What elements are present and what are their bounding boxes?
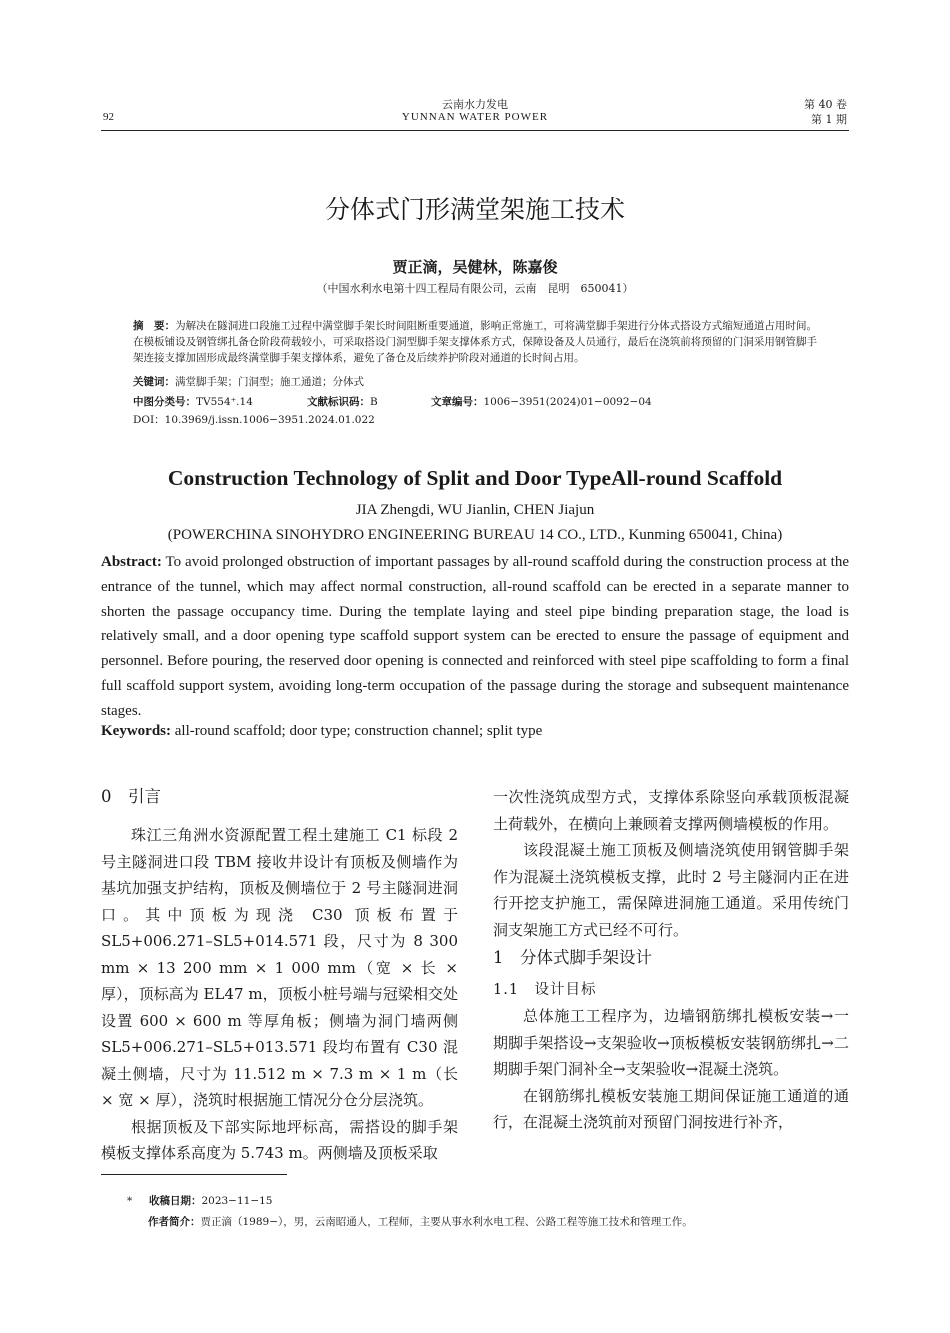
body-column-right	[493, 784, 849, 1136]
abstract-cn	[133, 318, 817, 367]
received-value: 2023−11−15	[201, 1195, 273, 1207]
paragraph: 珠江三角洲水资源配置工程土建施工 C1 标段 2 号主隧洞进口段 TBM 接收井设计有顶板及侧墙作为基坑加强支护结构，顶板及侧墙位于 2 号主隧洞进洞口。其中顶板为现浇 C30 顶板布置于 SL5+006.271–SL5+014.571 段，尺寸为 8 300 mm × 13 200 mm × 1 000 mm（宽 × 长 × 厚），顶标高为 EL47 m，顶板小桩号端与冠梁相交处设置 600 × 600 m 等厚角板；侧墙为洞门墙两侧 SL5+006.271–SL5+013.571 段均布置有 C30 混凝土侧墙，尺寸为 11.512 m × 7.3 m × 1 m（长 × 宽 × 厚），浇筑时根据施工情况分仓分层浇筑。	[101, 826, 458, 1109]
footnote-author	[148, 1214, 693, 1229]
paragraph: 总体施工工程序为，边墙钢筋绑扎模板安装→一期脚手架搭设→支架验收→顶板模板安装钢筋绑扎→二期脚手架门洞补全→支架验收→混凝土浇筑。	[493, 1007, 849, 1078]
journal-name-en: YUNNAN WATER POWER	[401, 111, 549, 123]
author-bio-label: 作者简介：	[148, 1216, 201, 1228]
paper-title-cn: 分体式门形满堂架施工技术	[324, 195, 625, 224]
journal-issue: 第 1 期	[811, 113, 847, 126]
footnote-marker: *	[127, 1195, 133, 1207]
abstract-cn-label: 摘 要：	[133, 320, 176, 332]
paragraph: 根据顶板及下部实际地坪标高，需搭设的脚手架模板支撑体系高度为 5.743 m。两侧墙及顶板采取	[101, 1117, 458, 1162]
clc-label: 中图分类号：	[133, 396, 196, 408]
paragraph: 该段混凝土施工顶板及侧墙浇筑使用钢管脚手架作为混凝土浇筑模板支撑，此时 2 号主隧洞内正在进行开挖支护施工，需保障进洞施工通道。采用传统门洞支架施工方式已经不可行。	[493, 841, 849, 939]
article-number	[431, 394, 652, 410]
section-heading-introduction: 0 引言	[101, 787, 161, 806]
keywords-en-text: all-round scaffold; door type; construction channel; split type	[171, 723, 543, 739]
keywords-en	[101, 723, 849, 740]
abstract-en-text: To avoid prolonged obstruction of important passages by all-round scaffold during the construction process at the entrance of the tunnel, which may affect normal construction, all-round scaffold can be erected in a separate manner to shorten the passage occupancy time. During the template laying and steel pipe binding preparation stage, the load is relatively small, and a door opening type scaffold support system can be erected to ensure the passage of equipment and personnel. Before pouring, the reserved door opening is connected and reinforced with steel pipe scaffolding to form a final full scaffold support system, avoiding long-term occupation of the passage during the storage and subsequent maintenance stages.	[101, 554, 849, 719]
received-label: 收稿日期：	[148, 1195, 202, 1207]
body-column-left	[101, 784, 458, 1167]
classification-row	[133, 394, 817, 410]
paper-title-en: Construction Technology of Split and Door TypeAll-round Scaffold	[167, 466, 783, 490]
journal-name-cn: 云南水力发电	[442, 98, 508, 111]
footnote-received	[127, 1193, 273, 1208]
affiliation-en: (POWERCHINA SINOHYDRO ENGINEERING BUREAU 14 CO., LTD., Kunming 650041, China)	[167, 527, 783, 543]
abstract-en	[101, 550, 849, 724]
paragraph: 在钢筋绑扎模板安装施工期间保证施工通道的通行，在混凝土浇筑前对预留门洞按进行补齐，	[493, 1086, 849, 1131]
subsection-heading-design-goal: 1.1 设计目标	[493, 982, 597, 998]
abstract-cn-text: 为解决在隧洞进口段施工过程中满堂脚手架长时间阻断重要通道，影响正常施工，可将满堂脚手架进行分体式搭设方式缩短通道占用时间。在模板铺设及钢管绑扎备仓阶段荷载较小，可采取搭设门洞型脚手架支撑体系方式，保障设备及人员通行，最后在浇筑前将预留的门洞采用钢管脚手架连接支撑加固形成最终满堂脚手架支撑体系，避免了备仓及后续养护阶段对通道的长时间占用。	[133, 320, 817, 365]
keywords-cn-label: 关键词：	[133, 376, 175, 388]
article-number-label: 文章编号：	[431, 396, 484, 408]
document-code-value: B	[370, 396, 378, 408]
author-bio-value: 贾正滴（1989−），男，云南昭通人，工程师，主要从事水利水电工程、公路工程等施工技术和管理工作。	[200, 1216, 693, 1228]
document-code	[307, 394, 378, 410]
clc-value: TV554⁺.14	[196, 396, 253, 408]
article-number-value: 1006−3951(2024)01−0092−04	[483, 396, 652, 408]
paragraph-continued: 一次性浇筑成型方式，支撑体系除竖向承载顶板混凝土荷载外，在横向上兼顾着支撑两侧墙模板的作用。	[493, 788, 849, 833]
keywords-en-label: Keywords:	[101, 723, 171, 739]
header-divider	[101, 130, 849, 131]
keywords-cn-text: 满堂脚手架；门洞型；施工通道；分体式	[175, 376, 364, 388]
doi: DOI：10.3969/j.issn.1006−3951.2024.01.022	[133, 414, 375, 426]
authors-en: JIA Zhengdi, WU Jianlin, CHEN Jiajun	[355, 502, 595, 518]
clc-code	[133, 394, 253, 410]
footnote-divider	[101, 1174, 287, 1175]
section-heading-design: 1 分体式脚手架设计	[493, 948, 652, 967]
journal-volume: 第 40 卷	[804, 98, 847, 111]
affiliation-cn: （中国水利水电第十四工程局有限公司，云南 昆明 650041）	[316, 282, 634, 295]
keywords-cn	[133, 374, 817, 390]
abstract-en-label: Abstract:	[101, 554, 162, 570]
document-code-label: 文献标识码：	[307, 396, 370, 408]
page-number: 92	[103, 111, 114, 123]
authors-cn: 贾正滴，吴健林，陈嘉俊	[392, 258, 558, 276]
